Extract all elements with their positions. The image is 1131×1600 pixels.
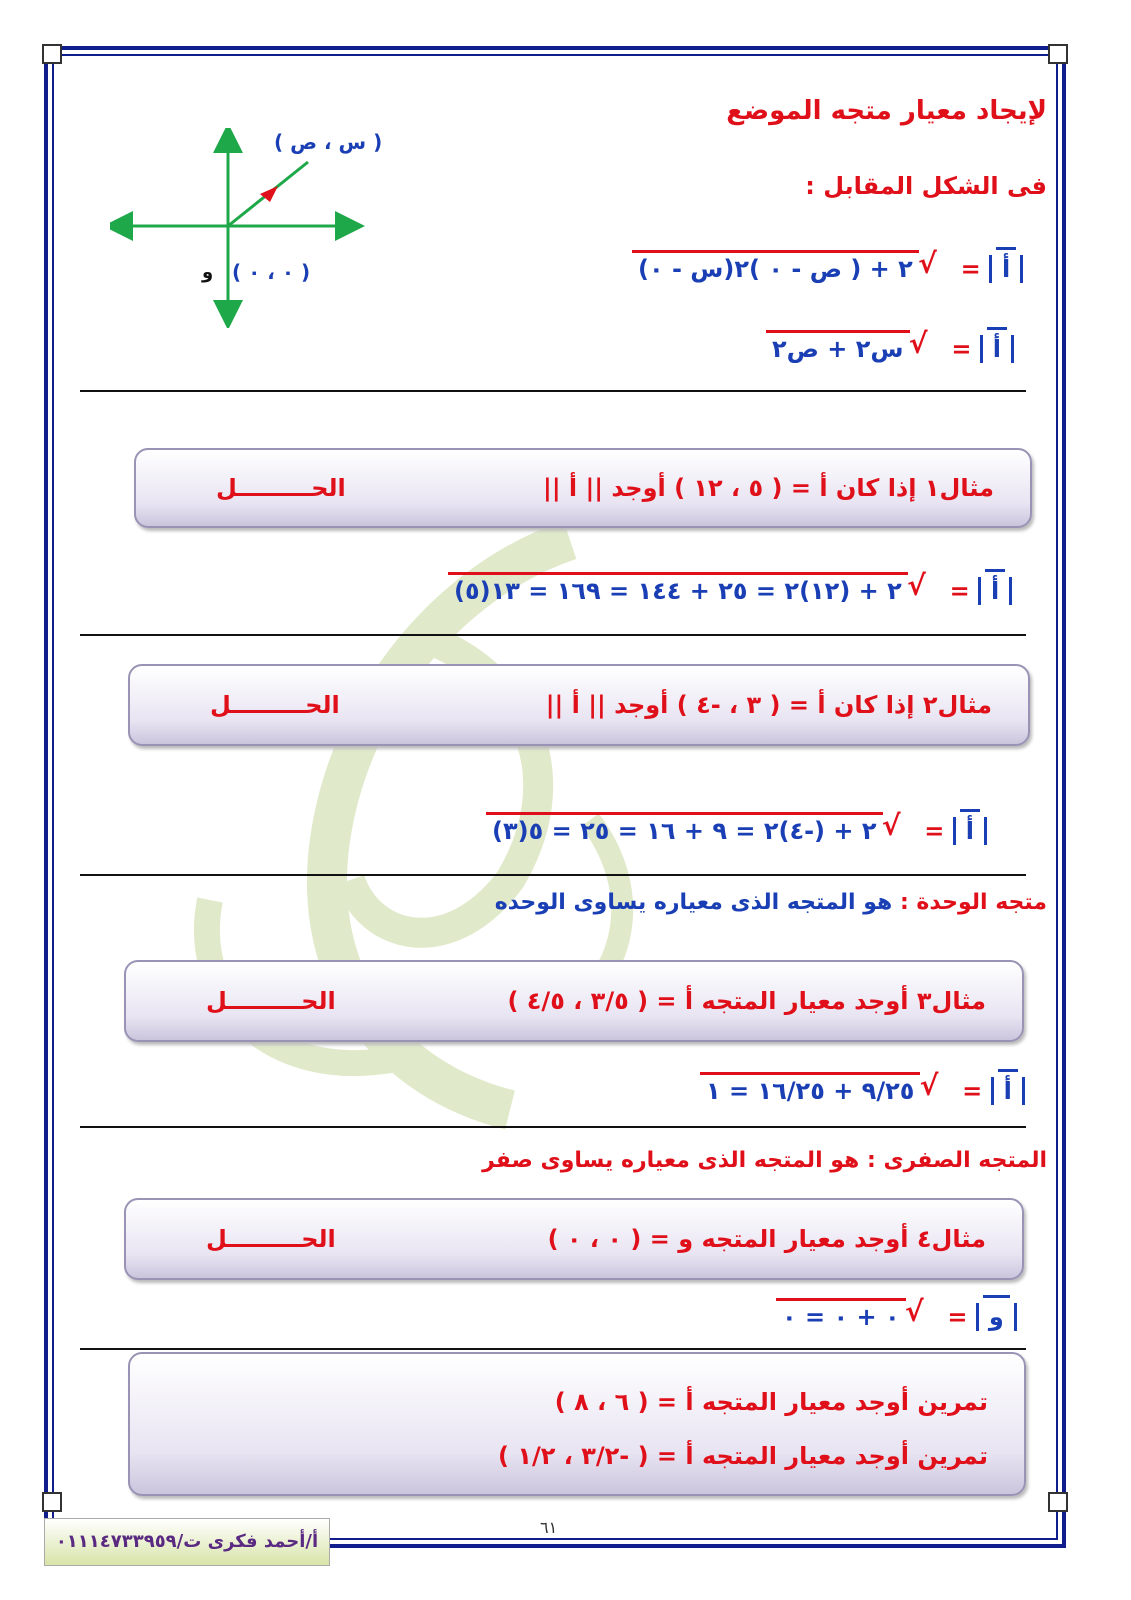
example-2-answer-label: الحـــــــــل: [210, 691, 340, 719]
exercises-box: [128, 1352, 1026, 1496]
formula-2-lhs: أ: [980, 335, 1014, 363]
formula-2: √ س٢ + ص٢ = أ: [766, 330, 1014, 363]
unit-vector-head: متجه الوحدة :: [899, 890, 1047, 915]
unit-vector-body: هو المتجه الذى معياره يساوى الوحده: [494, 890, 893, 915]
origin-label: ( ٠ ، ٠ ): [232, 260, 311, 284]
page-number: ٦١: [540, 1518, 558, 1537]
example-2-solution: √ (٣)٢ + (-٤)٢ = ٩ + ١٦ = ٢٥ = ٥ = أ: [486, 812, 987, 845]
origin-letter: و: [202, 262, 214, 283]
corner-ornament: [42, 1492, 62, 1512]
example-4-solution: √ ٠ + ٠ = ٠ = و: [776, 1298, 1017, 1331]
formula-1-rhs: √ (س - ٠)٢ + ( ص - ٠ )٢: [632, 250, 919, 283]
divider: [80, 634, 1026, 636]
author-footer: أ/أحمد فكرى ت/٠١١١٤٧٣٣٩٥٩: [44, 1518, 330, 1566]
example-1-box: [134, 448, 1032, 528]
example-4-solution-lhs: و: [976, 1303, 1017, 1331]
example-2-question: مثال٢ إذا كان أ = ( ٣ ، -٤ ) أوجد || أ ||: [545, 691, 992, 719]
divider: [80, 874, 1026, 876]
example-3-solution-rhs: √ ٩/٢٥ + ١٦/٢٥ = ١: [700, 1072, 920, 1105]
example-1-solution: √ (٥)٢ + (١٢)٢ = ٢٥ + ١٤٤ = ١٦٩ = ١٣ = أ: [448, 572, 1012, 605]
divider: [80, 390, 1026, 392]
formula-2-rhs: √ س٢ + ص٢: [766, 330, 910, 363]
example-3-solution-lhs: أ: [991, 1077, 1025, 1105]
example-2-box: [128, 664, 1030, 746]
formula-1-lhs: أ: [989, 255, 1023, 283]
axes-diagram: [110, 128, 370, 328]
example-1-answer-label: الحـــــــــل: [216, 474, 346, 502]
example-2-solution-rhs: √ (٣)٢ + (-٤)٢ = ٩ + ١٦ = ٢٥ = ٥: [486, 812, 883, 845]
unit-vector-definition: [495, 890, 1047, 915]
example-3-solution: √ ٩/٢٥ + ١٦/٢٥ = ١ = أ: [700, 1072, 1025, 1105]
subtitle: فى الشكل المقابل :: [805, 172, 1047, 200]
page-title: لإيجاد معيار متجه الموضع: [726, 96, 1047, 126]
example-4-question: مثال٤ أوجد معيار المتجه و = ( ٠ ، ٠ ): [547, 1225, 986, 1253]
example-3-question: مثال٣ أوجد معيار المتجه أ = ( ٣/٥ ، ٤/٥ ): [507, 987, 986, 1015]
exercise-1: تمرين أوجد معيار المتجه أ = ( ٦ ، ٨ ): [554, 1388, 988, 1416]
example-4-answer-label: الحـــــــــل: [206, 1225, 336, 1253]
example-3-box: [124, 960, 1024, 1042]
example-4-box: [124, 1198, 1024, 1280]
zero-vector-body: هو المتجه الذى معياره يساوى صفر: [482, 1148, 860, 1173]
corner-ornament: [42, 44, 62, 64]
example-4-solution-rhs: √ ٠ + ٠ = ٠: [776, 1298, 906, 1331]
example-2-solution-lhs: أ: [953, 817, 987, 845]
example-1-solution-lhs: أ: [978, 577, 1012, 605]
divider: [80, 1126, 1026, 1128]
zero-vector-definition: [482, 1148, 1047, 1173]
formula-1: √ (س - ٠)٢ + ( ص - ٠ )٢ = أ: [632, 250, 1023, 283]
exercise-2: تمرين أوجد معيار المتجه أ = ( -٣/٢ ، ١/٢ ): [498, 1442, 988, 1470]
corner-ornament: [1048, 1492, 1068, 1512]
point-label: ( س ، ص ): [274, 130, 383, 154]
example-1-question: مثال١ إذا كان أ = ( ٥ ، ١٢ ) أوجد || أ ||: [543, 474, 994, 502]
example-1-solution-rhs: √ (٥)٢ + (١٢)٢ = ٢٥ + ١٤٤ = ١٦٩ = ١٣: [448, 572, 908, 605]
divider: [80, 1348, 1026, 1350]
corner-ornament: [1048, 44, 1068, 64]
zero-vector-head: المتجه الصفرى :: [866, 1148, 1047, 1173]
example-3-answer-label: الحـــــــــل: [206, 987, 336, 1015]
